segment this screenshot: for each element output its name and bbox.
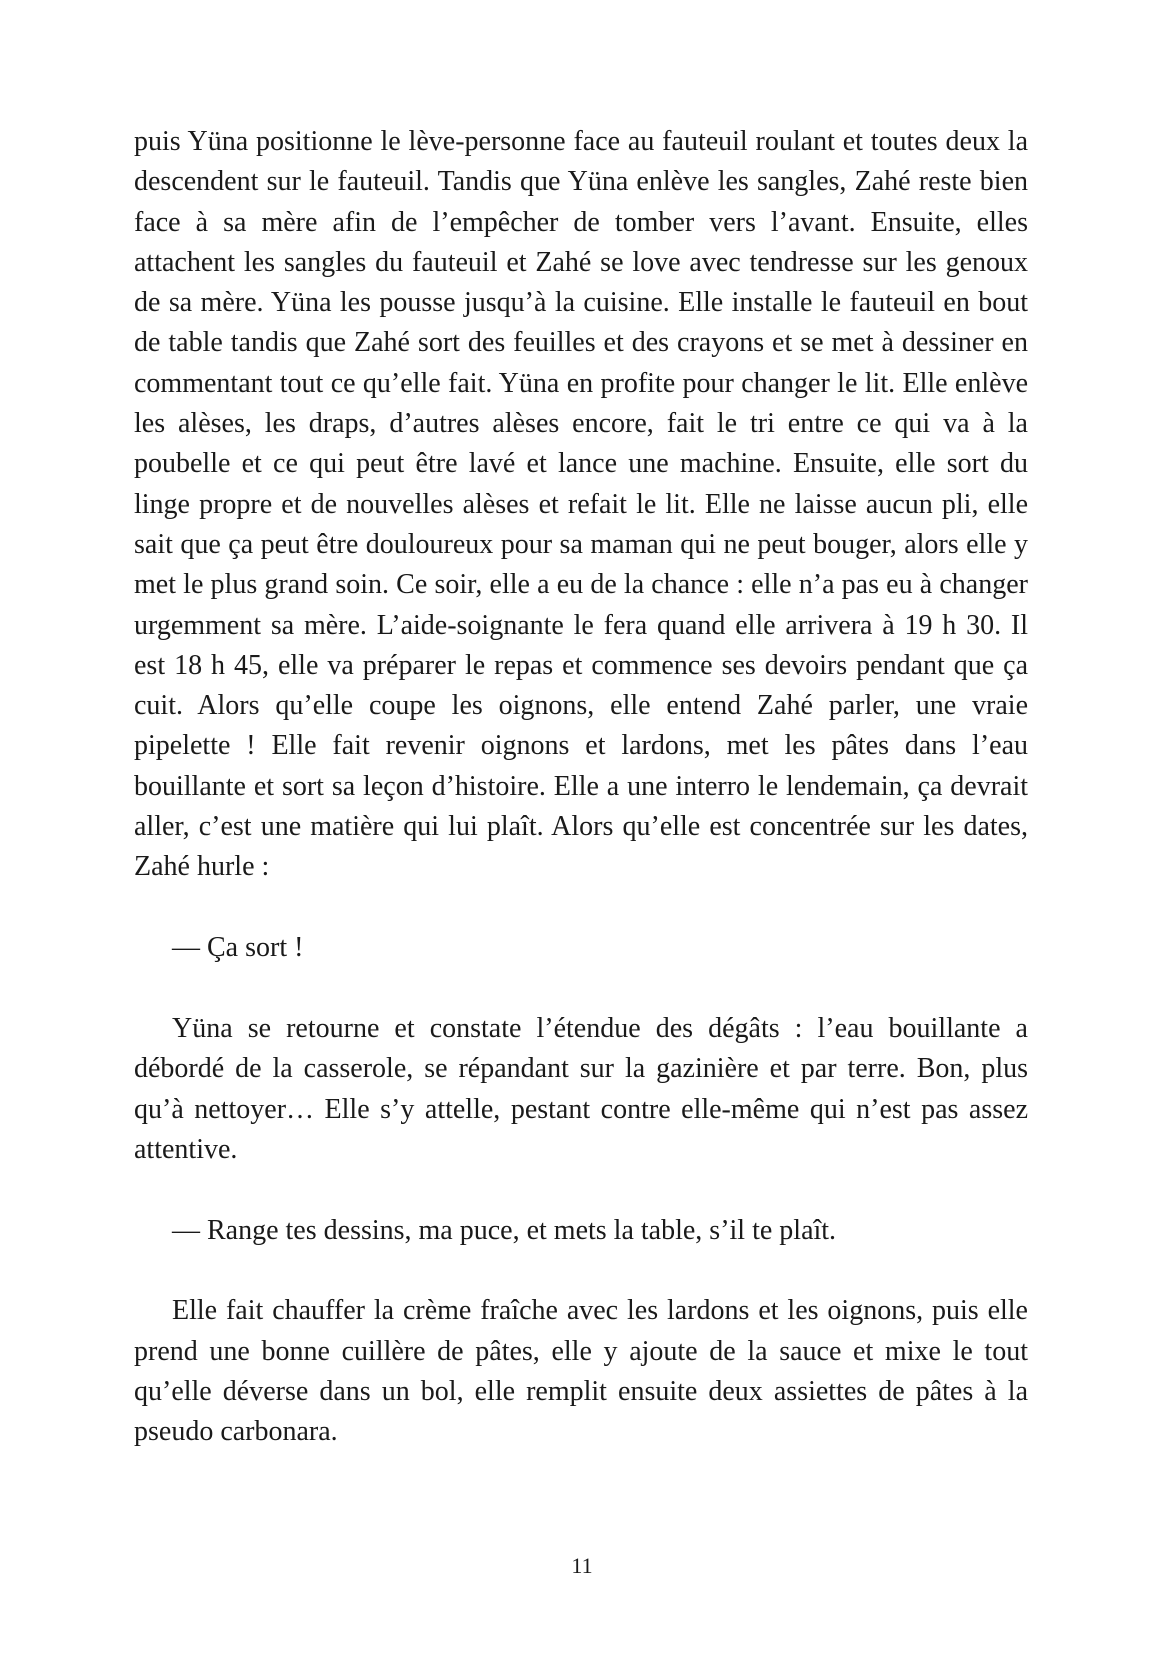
page-body bbox=[134, 122, 1028, 1453]
dialogue-line-range-dessins: — Range tes dessins, ma puce, et mets la table, s’il te plaît. bbox=[172, 1214, 837, 1246]
paragraph-spacer bbox=[134, 1251, 1028, 1292]
paragraph-carbonara: Elle fait chauffer la crème fraîche avec les lardons et les oignons, puis elle prend une bonne cuillère de pâtes, elle y ajoute de la sauce et mixe le tout qu’elle déverse dans un bol, elle remplit ensuite deux assiettes de pâtes à la pseudo carbonara. bbox=[134, 1295, 1028, 1448]
paragraph-overflow: Yüna se retourne et constate l’étendue des dégâts : l’eau bouillante a débordé de la casserole, se répandant sur la gazinière et par terre. Bon, plus qu’à nettoyer… Elle s’y attelle, pestant contre elle-même qui n’est pas assez attentive. bbox=[134, 1012, 1028, 1165]
paragraph-spacer bbox=[134, 968, 1028, 1009]
paragraph-continuation: puis Yüna positionne le lève-personne face au fauteuil roulant et toutes deux la descendent sur le fauteuil. Tandis que Yüna enlève les sangles, Zahé reste bien face à sa mère afin de l’empêcher de tomber vers l’avant. Ensuite, elles attachent les sangles du fauteuil et Zahé se love avec tendresse sur les genoux de sa mère. Yüna les pousse jusqu’à la cuisine. Elle installe le fauteuil en bout de table tandis que Zahé sort des feuilles et des crayons et se met à dessiner en commentant tout ce qu’elle fait. Yüna en profite pour changer le lit. Elle enlève les alèses, les draps, d’autres alèses encore, fait le tri entre ce qui va à la poubelle et ce qui peut être lavé et lance une machine. Ensuite, elle sort du linge propre et de nouvelles alèses et refait le lit. Elle ne laisse aucun pli, elle sait que ça peut être douloureux pour sa maman qui ne peut bouger, alors elle y met le plus grand soin. Ce soir, elle a eu de la chance : elle n’a pas eu à changer urgemment sa mère. L’aide-soignante le fera quand elle arrivera à 19 h 30. Il est 18 h 45, elle va préparer le repas et commence ses devoirs pendant que ça cuit. Alors qu’elle coupe les oignons, elle entend Zahé parler, une vraie pipelette ! Elle fait revenir oignons et lardons, met les pâtes dans l’eau bouillante et sort sa leçon d’histoire. Elle a une interro le lendemain, ça devrait aller, c’est une matière qui lui plaît. Alors qu’elle est concentrée sur les dates, Zahé hurle : bbox=[134, 126, 1028, 883]
dialogue-line-ca-sort: — Ça sort ! bbox=[172, 932, 304, 964]
page-number: 11 bbox=[571, 1553, 593, 1578]
paragraph-spacer bbox=[134, 1170, 1028, 1211]
paragraph-spacer bbox=[134, 888, 1028, 929]
